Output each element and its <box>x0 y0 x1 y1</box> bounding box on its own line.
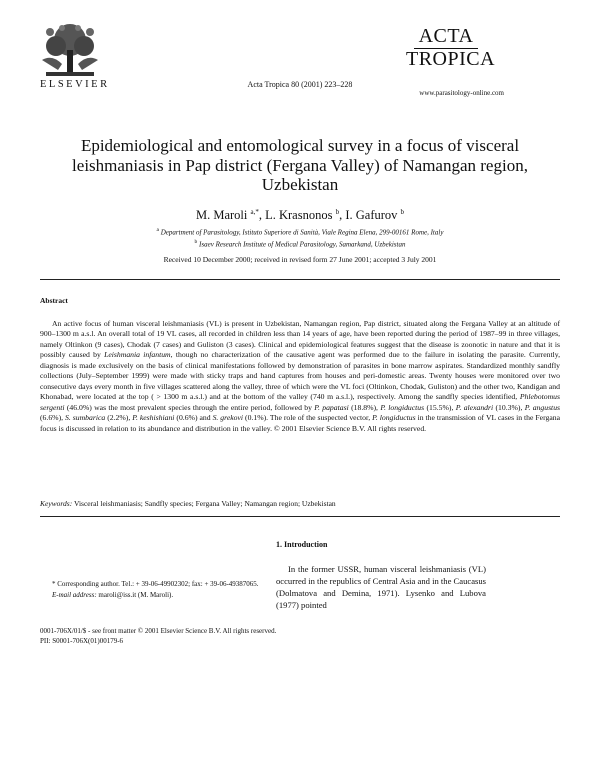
abstract-text: (18.8%), <box>348 402 381 412</box>
species-name: P. alexandri <box>455 402 494 412</box>
author-list: M. Maroli $^{a,*}$, L. Krasnonos $^b$, I. Gafurov $^b$ <box>195 208 405 223</box>
species-name: P. keshishiani <box>132 413 175 423</box>
divider-top <box>40 279 560 280</box>
copyright-block <box>40 626 276 646</box>
corresponding-author: * Corresponding author. Tel.: + 39-06-49902302; fax: + 39-06-49387065. <box>52 580 259 588</box>
abstract-text: (2.2%), <box>105 413 133 423</box>
email-label: E-mail address: <box>52 590 97 599</box>
introduction-heading: 1. Introduction <box>276 540 328 549</box>
species-name: S. sumbarica <box>65 413 106 423</box>
keywords-text: Visceral leishmaniasis; Sandfly species; Fergana Valley; Namangan region; Uzbekistan <box>72 499 336 508</box>
species-name: P. angustus <box>524 402 561 412</box>
abstract-text: (10.3%), <box>493 402 525 412</box>
author-name: I. Gafurov <box>345 208 398 223</box>
author-name: M. Maroli <box>195 208 248 223</box>
abstract-text: (46.0%) was the most prevalent species through the entire period, followed by <box>64 402 315 412</box>
copyright-line: 0001-706X/01/$ - see front matter © 2001 Elsevier Science B.V. All rights reserved. <box>40 627 277 635</box>
abstract-body <box>40 319 560 434</box>
tree-logo-icon <box>38 20 102 80</box>
email-line <box>40 590 260 601</box>
journal-logo-line1: ACTA <box>418 25 474 47</box>
divider-bottom <box>40 516 560 517</box>
affil-marker: b <box>194 238 198 245</box>
species-name: S. grekovi <box>212 413 244 423</box>
affiliation-b <box>40 238 560 250</box>
abstract-text: (15.5%), <box>424 402 456 412</box>
email-address[interactable]: maroli@iss.it (M. Maroli). <box>96 590 174 599</box>
publisher-name: ELSEVIER <box>40 79 110 90</box>
species-name: P. papatasi <box>314 402 349 412</box>
footnote <box>40 579 260 600</box>
author-affil-marker: b <box>400 208 405 216</box>
abstract-text: (6.6%), <box>40 413 66 423</box>
species-name: P. longiductus <box>380 402 425 412</box>
elsevier-tree-logo <box>38 20 102 80</box>
abstract-text: (0.1%). The role of the suspected vector, <box>243 413 373 423</box>
abstract-text: in the transmission of VL cases in the Fergana focus is discussed in relation to its abundance and distribution in the valley. © 2001 Elsevier Science B.V. All rights reserved. <box>40 413 560 433</box>
abstract-text: An active focus of human visceral leishmaniasis (VL) is present in Uzbekistan, Namangan region, Pap district, situated along the Fergana Valley at an altitude of 900–1300 m a.s.l. An overall total of 19 VL cases, all recorded in children less than 14 years of age, have been reported during the period of 1987–99 in three villages, namely Oltinkon (9 cases), Chodak (7 cases) and Guliston (3 cases). Clinical and epidemiological features suggest that the disease is zoonotic in nature and that it is possibly caused by <box>40 319 560 360</box>
species-name: Phlebotomus sergenti <box>40 392 560 412</box>
pii-line: PII: S0001-706X(01)00179-6 <box>40 637 124 645</box>
abstract-heading: Abstract <box>40 296 68 305</box>
affil-text: Department of Parasitology, Istituto Superiore di Sanità, Viale Regina Elena, 299-00161 Rome, Italy <box>160 228 444 237</box>
author-affil-marker: a,* <box>250 208 259 216</box>
author-affil-marker: b <box>335 208 340 216</box>
journal-citation: Acta Tropica 80 (2001) 223–228 <box>247 80 353 89</box>
introduction-text: In the former USSR, human visceral leishmaniasis (VL) occurred in the republics of Central Asia and in the Caucasus (Dolmatova and Demina, 1971). Lysenko and Lubova (1977) pointed <box>276 564 487 610</box>
article-title: Epidemiological and entomological survey in a focus of visceral leishmaniasis in Pap district (Fergana Valley) of Namangan region, Uzbekistan <box>72 136 528 194</box>
received-dates: Received 10 December 2000; received in revised form 27 June 2001; accepted 3 July 2001 <box>163 255 437 264</box>
journal-logo <box>406 25 496 70</box>
keywords-label: Keywords: <box>40 499 73 508</box>
author-name: L. Krasnonos <box>265 208 333 223</box>
abstract-text: (0.6%) and <box>174 413 213 423</box>
species-name: P. longiductus <box>372 413 416 423</box>
keywords-line <box>40 499 560 508</box>
abstract-text: , though no characterization of the causative agent was performed due to the failure in isolating the parasite. Currently, diagnosis is made exclusively on the basis of clinical manifestations followed by demonstration of parasites in bone marrow aspirates. Standardized monthly sandfly collections (July–September 1999) were made with sticky traps and hand captures from houses and peri-domestic areas. Twenty houses were monitored over two consecutive days every month in five villages scattered along the valley, three of which were the VL foci (Oltinkon, Chodak, Guliston) and the other two, Kandigan and Khonabad, were located at the top ( > 1300 m a.s.l.) and at the bottom of the valley (740 m a.s.l.), respectively. Among the sandfly species identified, <box>40 350 560 402</box>
affil-text: Isaev Research Institute of Medical Parasitology, Samarkand, Uzbekistan <box>199 240 406 249</box>
journal-website[interactable]: www.parasitology-online.com <box>419 89 504 97</box>
species-name: Leishmania infantum <box>104 350 171 360</box>
affiliations <box>40 226 560 250</box>
journal-logo-line2: TROPICA <box>406 48 496 70</box>
affil-marker: a <box>156 227 159 233</box>
affiliation-a <box>40 226 560 238</box>
